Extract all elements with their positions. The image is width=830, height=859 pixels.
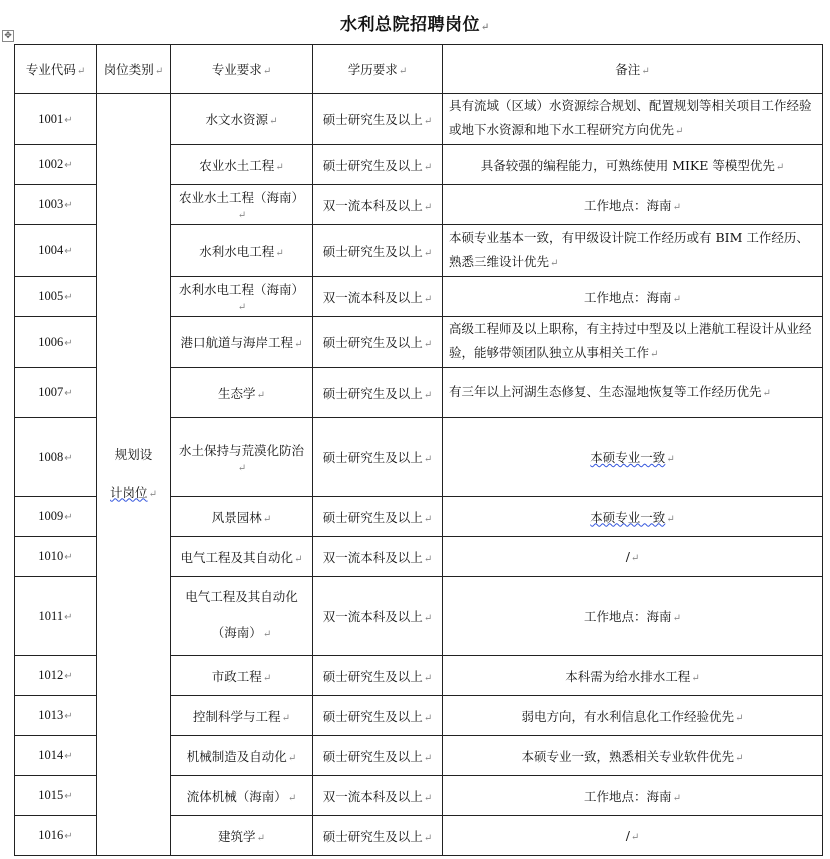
degree-cell: 双一流本科及以上↵ [313, 277, 443, 317]
major-cell: 水利水电工程↵ [171, 225, 313, 277]
note-cell: 本硕专业一致↵ [443, 418, 823, 497]
degree-cell: 双一流本科及以上↵ [313, 185, 443, 225]
major-cell: 生态学↵ [171, 368, 313, 418]
note-cell: 工作地点：海南↵ [443, 185, 823, 225]
code-cell: 1011↵ [15, 577, 97, 656]
table-move-handle[interactable]: ✥ [2, 30, 14, 42]
note-cell: 本硕专业基本一致，有甲级设计院工作经历或有 BIM 工作经历、熟悉三维设计优先↵ [443, 225, 823, 277]
note-cell: 本硕专业一致，熟悉相关专业软件优先↵ [443, 736, 823, 776]
header-category: 岗位类别↵ [97, 45, 171, 94]
category-cell: 规划设 计岗位↵ [97, 94, 171, 856]
code-cell: 1012↵ [15, 656, 97, 696]
degree-cell: 硕士研究生及以上↵ [313, 225, 443, 277]
degree-cell: 双一流本科及以上↵ [313, 577, 443, 656]
major-cell: 控制科学与工程↵ [171, 696, 313, 736]
code-cell: 1002↵ [15, 145, 97, 185]
degree-cell: 硕士研究生及以上↵ [313, 696, 443, 736]
degree-cell: 硕士研究生及以上↵ [313, 368, 443, 418]
code-cell: 1009↵ [15, 497, 97, 537]
code-cell: 1005↵ [15, 277, 97, 317]
major-cell: 流体机械（海南）↵ [171, 776, 313, 816]
major-cell: 电气工程及其自动化↵ [171, 537, 313, 577]
major-cell: 水文水资源↵ [171, 94, 313, 145]
major-cell: 风景园林↵ [171, 497, 313, 537]
code-cell: 1004↵ [15, 225, 97, 277]
header-note: 备注↵ [443, 45, 823, 94]
table-header-row [15, 45, 823, 94]
major-cell: 机械制造及自动化↵ [171, 736, 313, 776]
major-cell: 农业水土工程（海南）↵ [171, 185, 313, 225]
major-cell: 市政工程↵ [171, 656, 313, 696]
note-cell: 本科需为给水排水工程↵ [443, 656, 823, 696]
code-cell: 1008↵ [15, 418, 97, 497]
note-cell: 工作地点：海南↵ [443, 277, 823, 317]
code-cell: 1015↵ [15, 776, 97, 816]
code-cell: 1013↵ [15, 696, 97, 736]
note-cell: 高级工程师及以上职称，有主持过中型及以上港航工程设计从业经验，能够带领团队独立从事相关工作↵ [443, 317, 823, 368]
major-cell: 水利水电工程（海南）↵ [171, 277, 313, 317]
major-cell: 水土保持与荒漠化防治↵ [171, 418, 313, 497]
note-cell: 具备较强的编程能力，可熟练使用 MIKE 等模型优先↵ [443, 145, 823, 185]
degree-cell: 硕士研究生及以上↵ [313, 816, 443, 856]
table-row [15, 94, 823, 145]
note-cell: 具有流域（区域）水资源综合规划、配置规划等相关项目工作经验或地下水资源和地下水工程研究方向优先↵ [443, 94, 823, 145]
code-cell: 1014↵ [15, 736, 97, 776]
positions-table [14, 44, 823, 856]
header-degree: 学历要求↵ [313, 45, 443, 94]
major-cell: 农业水土工程↵ [171, 145, 313, 185]
note-cell: 工作地点：海南↵ [443, 577, 823, 656]
major-cell: 港口航道与海岸工程↵ [171, 317, 313, 368]
major-cell: 电气工程及其自动化 （海南）↵ [171, 577, 313, 656]
code-cell: 1010↵ [15, 537, 97, 577]
code-cell: 1006↵ [15, 317, 97, 368]
code-cell: 1016↵ [15, 816, 97, 856]
header-major: 专业要求↵ [171, 45, 313, 94]
note-cell: 弱电方向，有水利信息化工作经验优先↵ [443, 696, 823, 736]
degree-cell: 硕士研究生及以上↵ [313, 145, 443, 185]
degree-cell: 硕士研究生及以上↵ [313, 656, 443, 696]
major-cell: 建筑学↵ [171, 816, 313, 856]
degree-cell: 硕士研究生及以上↵ [313, 418, 443, 497]
note-cell: 有三年以上河湖生态修复、生态湿地恢复等工作经历优先↵ [443, 368, 823, 418]
code-cell: 1003↵ [15, 185, 97, 225]
note-cell: 工作地点：海南↵ [443, 776, 823, 816]
degree-cell: 双一流本科及以上↵ [313, 537, 443, 577]
degree-cell: 硕士研究生及以上↵ [313, 736, 443, 776]
degree-cell: 硕士研究生及以上↵ [313, 317, 443, 368]
degree-cell: 硕士研究生及以上↵ [313, 94, 443, 145]
degree-cell: 双一流本科及以上↵ [313, 776, 443, 816]
note-cell: /↵ [443, 537, 823, 577]
page-title: 水利总院招聘岗位↵ [340, 15, 490, 35]
code-cell: 1001↵ [15, 94, 97, 145]
note-cell: /↵ [443, 816, 823, 856]
code-cell: 1007↵ [15, 368, 97, 418]
header-code: 专业代码↵ [15, 45, 97, 94]
degree-cell: 硕士研究生及以上↵ [313, 497, 443, 537]
note-cell: 本硕专业一致↵ [443, 497, 823, 537]
